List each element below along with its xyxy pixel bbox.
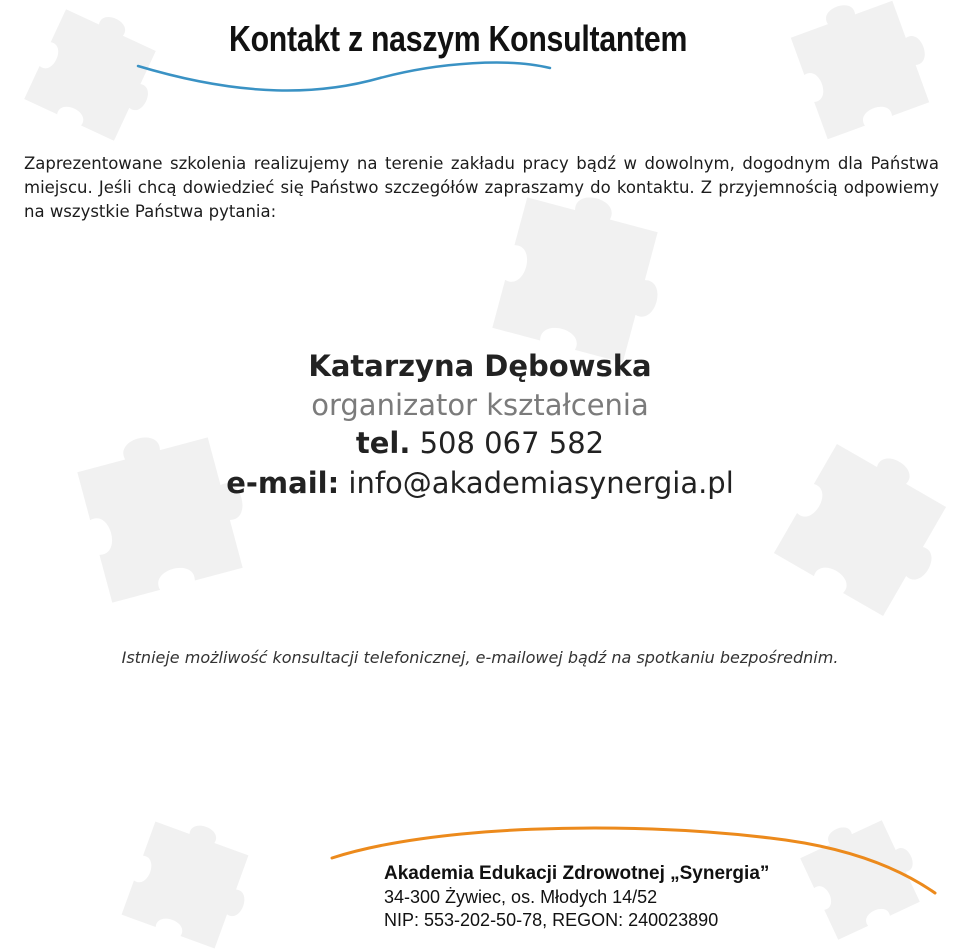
footer: [384, 862, 769, 932]
contact-phone-row: [0, 424, 960, 462]
email-label: e-mail:: [226, 466, 340, 500]
organization-ids: NIP: 553-202-50-78, REGON: 240023890: [384, 910, 719, 930]
contact-email-row: [0, 462, 960, 504]
contact-role: organizator kształcenia: [311, 388, 649, 422]
puzzle-piece-icon: [122, 810, 265, 952]
page-title: Kontakt z naszym Konsultantem: [229, 18, 688, 59]
puzzle-piece-icon: [24, 0, 172, 146]
organization-address: 34-300 Żywiec, os. Młodych 14/52: [384, 887, 658, 907]
title-swoosh: [138, 63, 550, 91]
contact-name: Katarzyna Dębowska: [308, 349, 652, 383]
phone-number[interactable]: 508 067 582: [419, 426, 605, 460]
phone-label: tel.: [355, 426, 411, 460]
puzzle-piece-icon: [786, 0, 942, 139]
intro-paragraph: Zaprezentowane szkolenia realizujemy na terenie zakładu pracy bądź w dowolnym, dogodnym dla Państwa miejscu. Jeśli chcą dowiedzieć się Państwo szczegółów zapraszamy do kontaktu. Z przyjemnością odpowiemy na wszystkie Państwa pytania:: [24, 154, 939, 221]
organization-name: Akademia Edukacji Zdrowotnej „Synergia”: [384, 863, 770, 884]
consultation-note: Istnieje możliwość konsultacji telefonicznej, e-mailowej bądź na spotkaniu bezpośrednim.: [121, 648, 839, 667]
email-address[interactable]: info@akademiasynergia.pl: [348, 466, 734, 500]
puzzle-piece-icon: [795, 805, 930, 940]
contact-block: [0, 346, 960, 504]
